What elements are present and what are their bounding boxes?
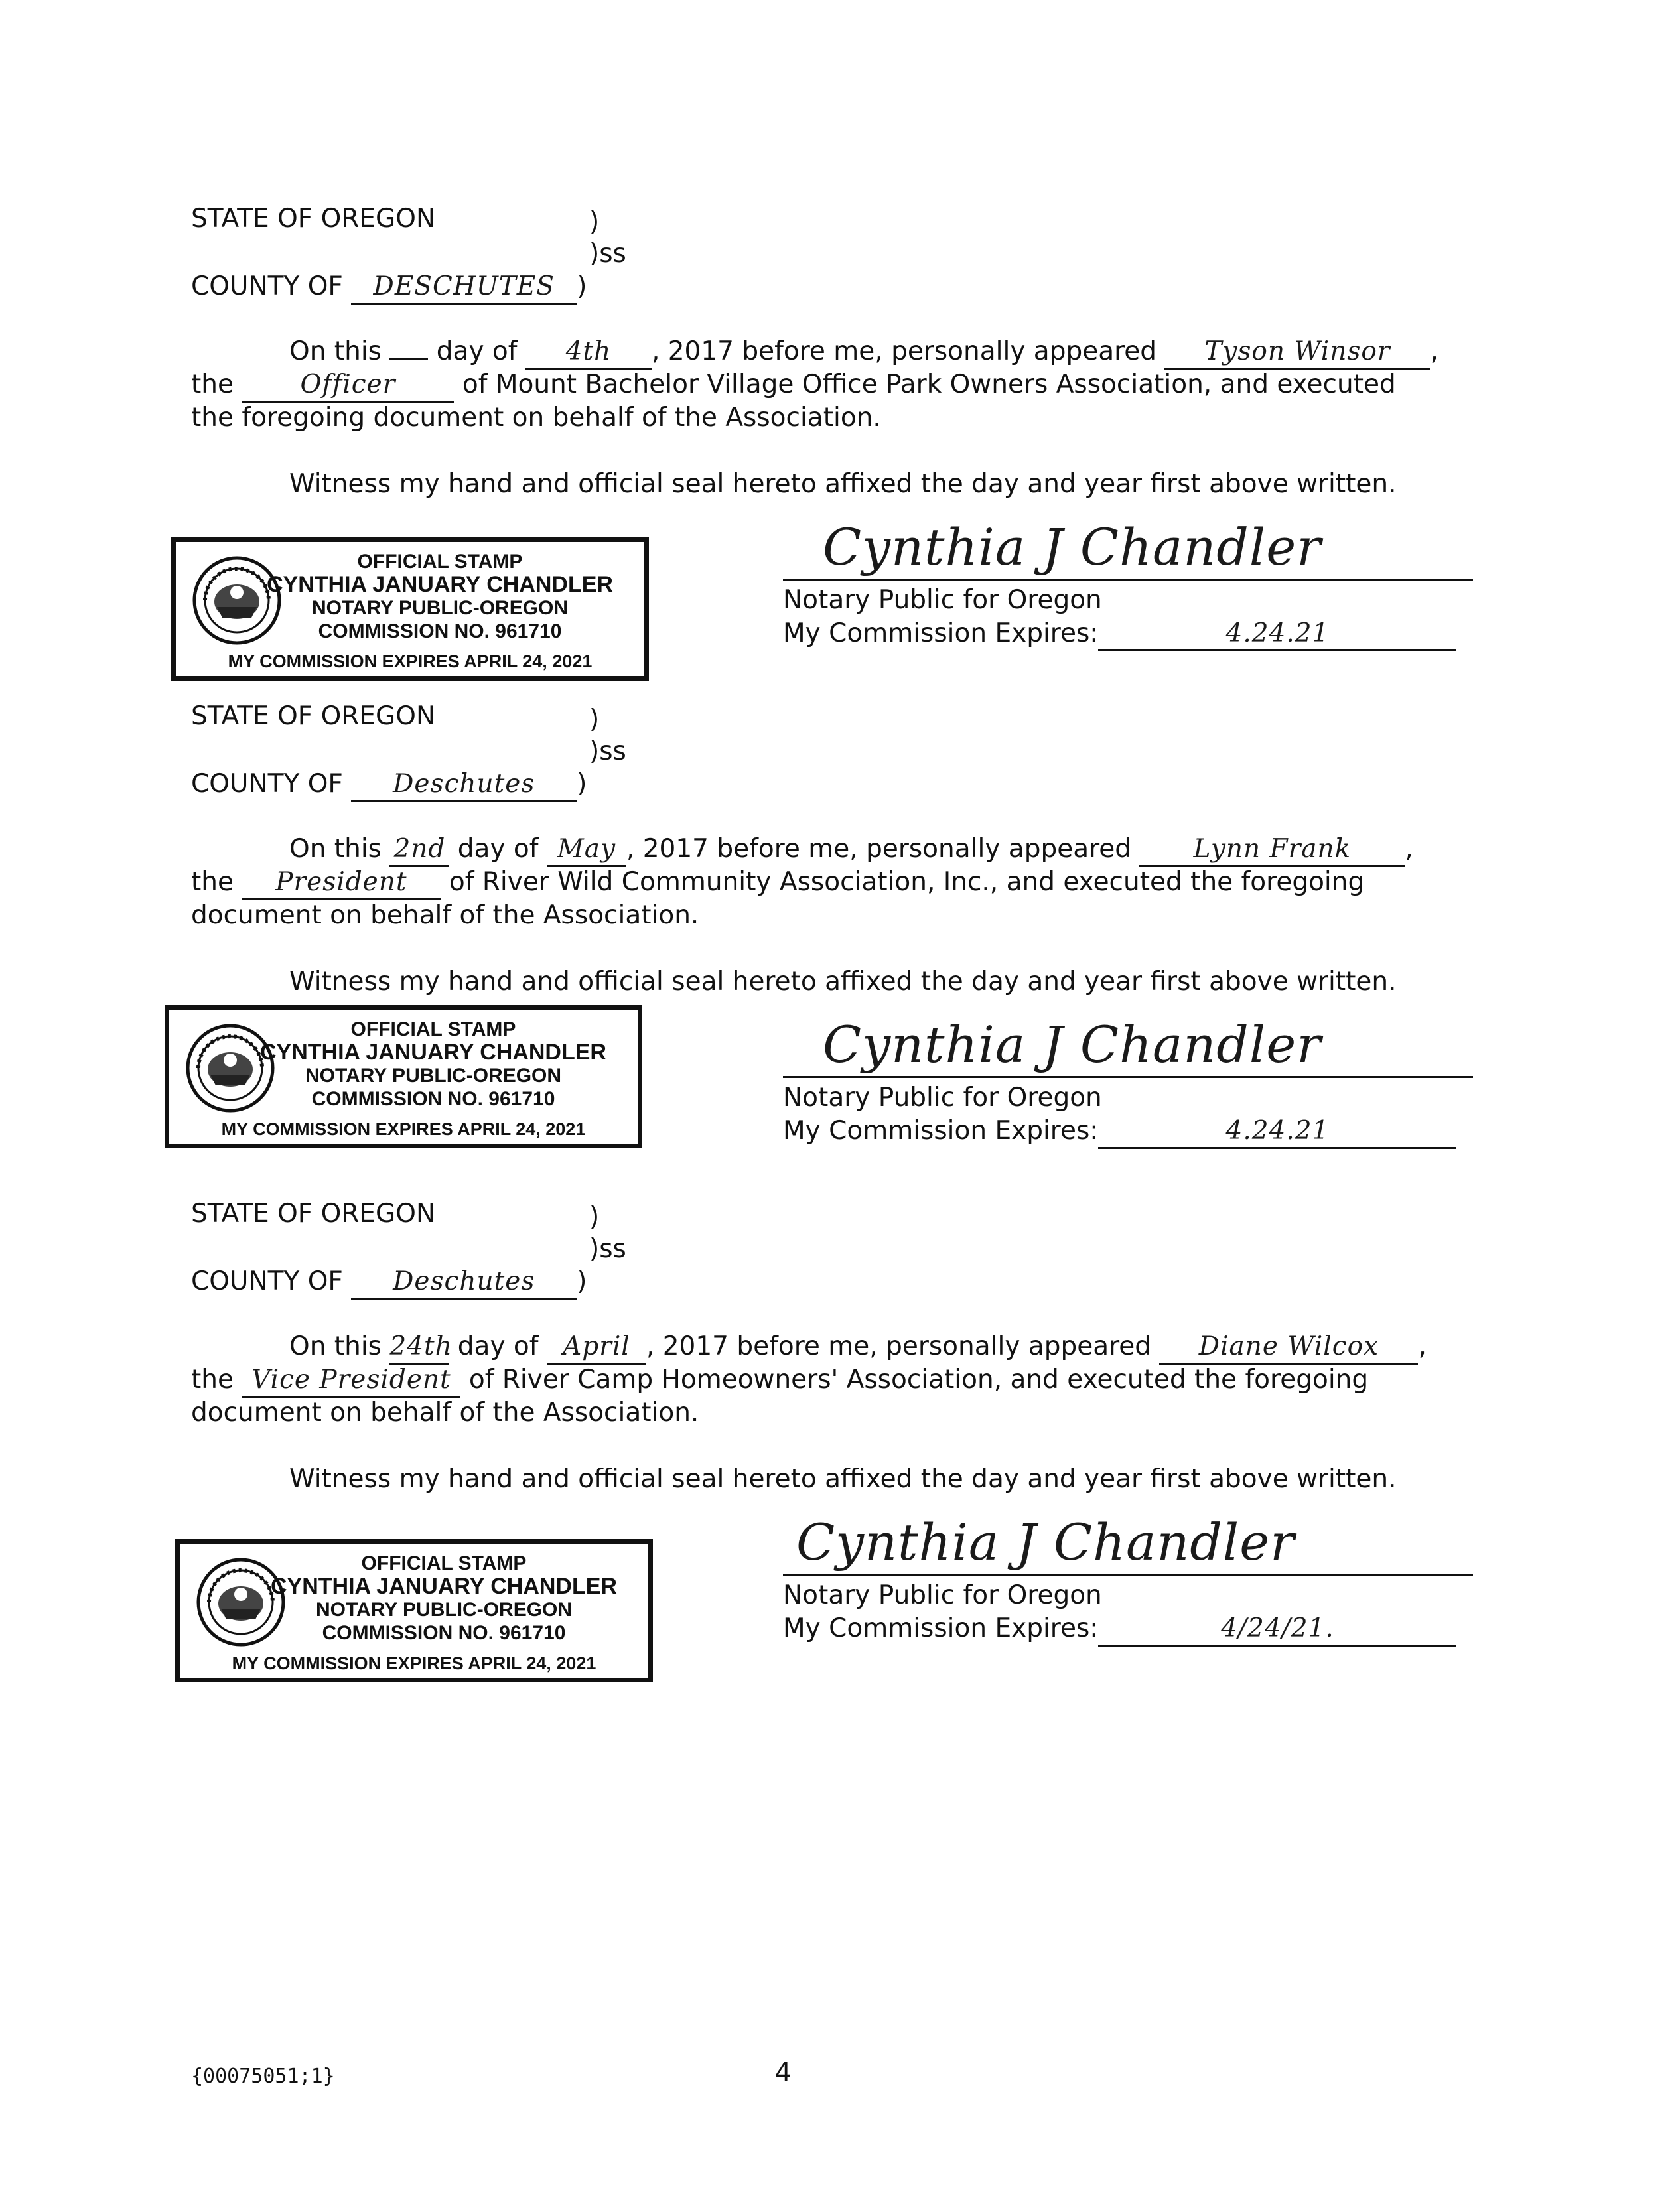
county-label: COUNTY OF <box>191 271 343 301</box>
stamp-line-name: CYNTHIA JANUARY CHANDLER <box>271 1574 617 1599</box>
the-label: the <box>191 867 234 897</box>
notary-stamp <box>165 1005 642 1148</box>
stamp-line-commission: COMMISSION NO. 961710 <box>311 1088 555 1110</box>
notary-signature: Cynthia J Chandler <box>823 1015 1322 1074</box>
month-field: May <box>547 833 626 867</box>
stamp-line-notary: NOTARY PUBLIC-OREGON <box>305 1065 562 1087</box>
stamp-line-name: CYNTHIA JANUARY CHANDLER <box>267 572 613 597</box>
county-label: COUNTY OF <box>191 1266 343 1296</box>
expires-field: 4.24.21 <box>1098 1115 1456 1149</box>
notary-signature: Cynthia J Chandler <box>823 517 1322 577</box>
document-code: {00075051;1} <box>191 2065 335 2088</box>
state-label: STATE OF OREGON <box>191 701 436 731</box>
ss-label: )ss <box>589 1234 626 1264</box>
year-appeared-label: , 2017 before me, personally appeared <box>651 336 1157 366</box>
month-field: 4th <box>525 336 652 370</box>
comma: , <box>1418 1332 1427 1361</box>
association-text: of River Wild Community Association, Inc., and executed the foregoing <box>449 867 1365 897</box>
day-field: 24th <box>389 1331 449 1365</box>
stamp-line-official: OFFICIAL STAMP <box>361 1552 527 1574</box>
signature-line <box>783 1076 1473 1078</box>
the-label: the <box>191 370 234 399</box>
on-this-label: On this <box>289 834 382 864</box>
signature-line <box>783 579 1473 581</box>
title-field: Officer <box>242 369 454 403</box>
notary-public-label: Notary Public for Oregon <box>783 585 1102 615</box>
county-label: COUNTY OF <box>191 769 343 799</box>
stamp-line-commission: COMMISSION NO. 961710 <box>318 620 562 642</box>
county-field: DESCHUTES <box>351 271 577 305</box>
day-of-label: day of <box>457 1332 539 1361</box>
the-label: the <box>191 1365 234 1395</box>
notary-public-label: Notary Public for Oregon <box>783 1580 1102 1610</box>
expires-label: My Commission Expires: <box>783 1116 1099 1146</box>
witness-text: Witness my hand and official seal hereto affixed the day and year first above written. <box>289 967 1397 996</box>
comma: , <box>1405 834 1413 864</box>
signature-line <box>783 1574 1473 1576</box>
notary-stamp <box>175 1539 653 1682</box>
stamp-line-notary: NOTARY PUBLIC-OREGON <box>311 597 569 619</box>
stamp-line-notary: NOTARY PUBLIC-OREGON <box>315 1599 573 1621</box>
expires-field: 4.24.21 <box>1098 618 1456 651</box>
paren-top: ) <box>589 705 600 734</box>
year-appeared-label: , 2017 before me, personally appeared <box>626 834 1132 864</box>
document-behalf-text: document on behalf of the Association. <box>191 1398 699 1428</box>
notary-public-label: Notary Public for Oregon <box>783 1083 1102 1113</box>
expires-field: 4/24/21. <box>1098 1613 1456 1647</box>
association-text: of River Camp Homeowners' Association, and executed the foregoing <box>468 1365 1369 1395</box>
paren-bottom: ) <box>577 769 587 799</box>
title-field: President <box>242 866 441 900</box>
state-label: STATE OF OREGON <box>191 204 436 234</box>
day-of-label: day of <box>436 336 518 366</box>
appeared-name-field: Tyson Winsor <box>1164 336 1430 370</box>
stamp-line-commission: COMMISSION NO. 961710 <box>322 1622 566 1644</box>
county-field: Deschutes <box>351 768 577 802</box>
expires-label: My Commission Expires: <box>783 1613 1099 1643</box>
stamp-line-official: OFFICIAL STAMP <box>350 1018 516 1040</box>
ss-label: )ss <box>589 736 626 766</box>
paren-top: ) <box>589 1202 600 1232</box>
stamp-line-expires: MY COMMISSION EXPIRES APRIL 24, 2021 <box>228 651 593 671</box>
paren-bottom: ) <box>577 1266 587 1296</box>
page-number: 4 <box>775 2058 792 2088</box>
paren-bottom: ) <box>577 271 587 301</box>
title-field: Vice President <box>242 1364 460 1398</box>
state-label: STATE OF OREGON <box>191 1199 436 1229</box>
stamp-line-expires: MY COMMISSION EXPIRES APRIL 24, 2021 <box>221 1119 586 1139</box>
witness-text: Witness my hand and official seal hereto affixed the day and year first above written. <box>289 1464 1397 1494</box>
appeared-name-field: Lynn Frank <box>1139 833 1405 867</box>
appeared-name-field: Diane Wilcox <box>1159 1331 1418 1365</box>
stamp-line-expires: MY COMMISSION EXPIRES APRIL 24, 2021 <box>232 1653 596 1673</box>
day-field: 2nd <box>389 833 449 867</box>
document-behalf-text: document on behalf of the Association. <box>191 900 699 930</box>
ss-label: )ss <box>589 239 626 269</box>
association-text: of Mount Bachelor Village Office Park Owners Association, and executed <box>462 370 1396 399</box>
paren-top: ) <box>589 207 600 237</box>
on-this-label: On this <box>289 1332 382 1361</box>
county-field: Deschutes <box>351 1266 577 1300</box>
notary-stamp <box>171 537 649 681</box>
expires-label: My Commission Expires: <box>783 618 1099 648</box>
day-field <box>389 358 428 360</box>
witness-text: Witness my hand and official seal hereto affixed the day and year first above written. <box>289 469 1397 499</box>
day-of-label: day of <box>457 834 539 864</box>
month-field: April <box>547 1331 646 1365</box>
comma: , <box>1430 336 1438 366</box>
stamp-line-name: CYNTHIA JANUARY CHANDLER <box>260 1040 606 1065</box>
on-this-label: On this <box>289 336 382 366</box>
year-appeared-label: , 2017 before me, personally appeared <box>646 1332 1152 1361</box>
stamp-line-official: OFFICIAL STAMP <box>357 551 523 573</box>
document-behalf-text: the foregoing document on behalf of the Association. <box>191 403 881 433</box>
notary-signature: Cynthia J Chandler <box>796 1513 1295 1572</box>
